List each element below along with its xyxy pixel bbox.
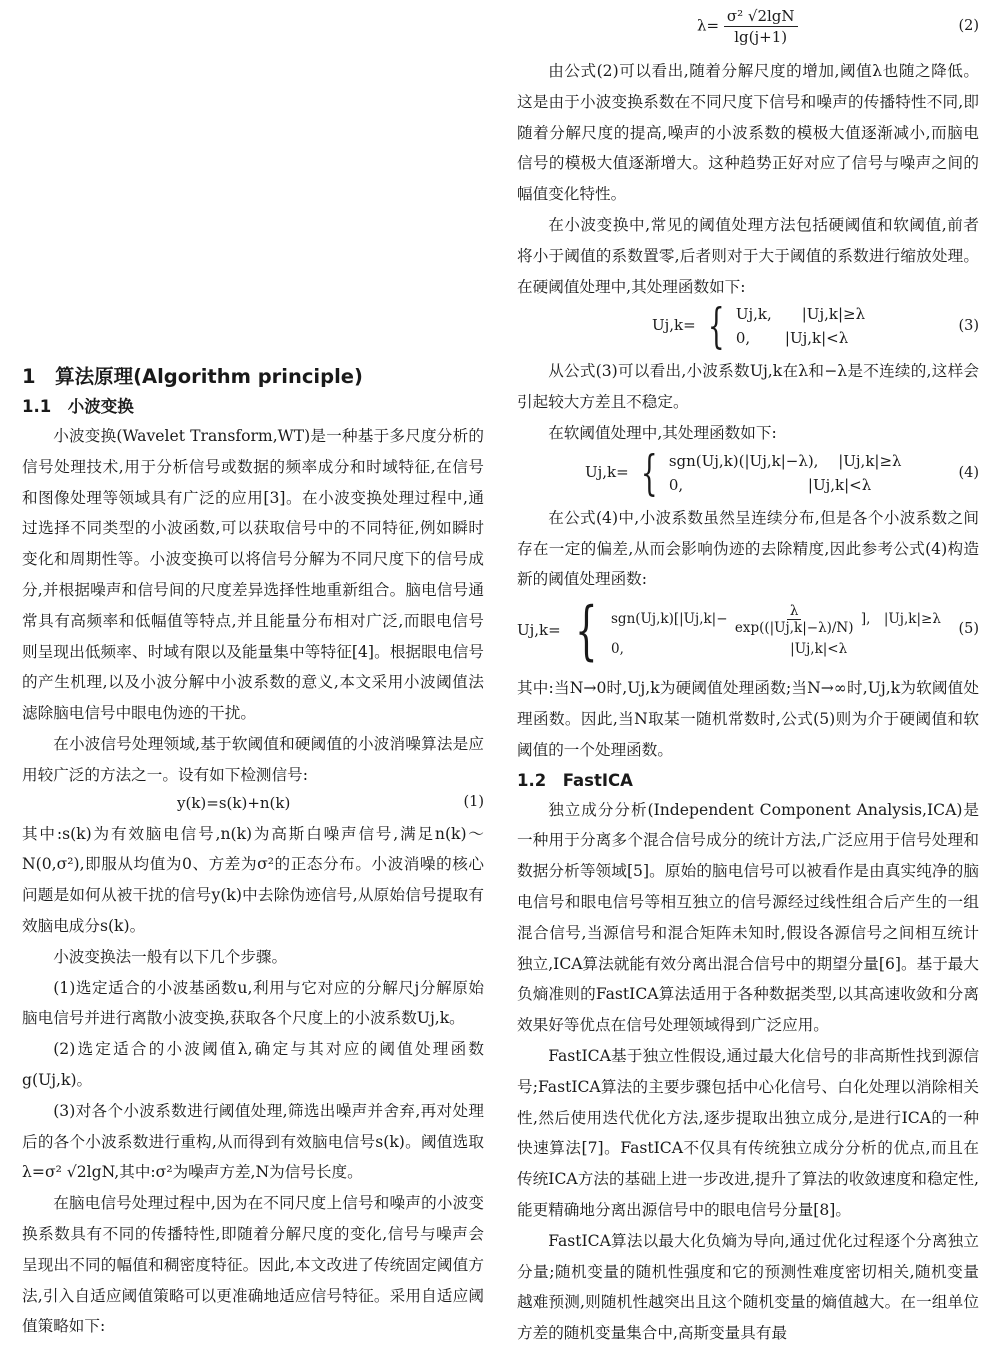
equation-5 (517, 595, 979, 673)
section-heading: 1 算法原理(Algorithm principle) (22, 365, 363, 388)
equation-3-case-2: 0, |Uj,k|<λ (735, 329, 849, 348)
paragraph-fastica-steps: FastICA基于独立性假设,通过最大化信号的非高斯性找到源信号;FastICA算法的主要步骤包括中心化信号、白化处理以消除相关性,然后使用迭代优化方法,逐步提取出独立成分,是进行ICA的一种快速算法[7]。FastICA不仅具有传统独立成分分析的优点,而且在传统ICA方法的基础上进一步改进,提升了算法的收敛速度和稳定性,能更精确地分离出源信号中的眼电信号分量[8]。 (517, 1046, 979, 1219)
paragraph-step-3: (3)对各个小波系数进行阈值处理,筛选出噪声并舍弃,再对处理后的各个小波系数进行重构,从而得到有效脑电信号s(k)。阈值选取λ=σ² √2lgN,其中:σ²为噪声方差,N为信号长度。 (22, 1101, 484, 1182)
equation-3-number: (3) (958, 318, 979, 335)
equation-5-brace: { (574, 594, 598, 669)
paragraph-ica-intro: 独立成分分析(Independent Component Analysis,ICA)是一种用于分离多个混合信号成分的统计方法,广泛应用于信号处理和数据分析等领域[5]。原始的脑电信号可以被看作是由真实纯净的脑电信号和眼电信号等相互独立的信号源经过线性组合后产生的一组混合信号,当源信号和混合矩阵未知时,假设各源信号之间相互统计独立,ICA算法就能有效分离出混合信号中的期望分量[6]。基于最大负熵准则的FastICA算法适用于各种数据类型,以其高速收敛和分离效果好等优点在信号处理领域得到广泛应用。 (517, 800, 979, 1035)
equation-5-lhs: Uj,k= (517, 621, 561, 640)
equation-2-denominator: lg(j+1) (734, 28, 788, 46)
equation-3-cases (736, 303, 865, 349)
equation-2-lhs: λ= (697, 16, 720, 35)
paragraph-step-2: (2)选定适合的小波阈值λ,确定与其对应的阈值处理函数g(Uj,k)。 (22, 1040, 484, 1089)
equation-4 (517, 444, 979, 503)
paragraph-threshold-methods: 在小波变换中,常见的阈值处理方法包括硬阈值和软阈值,前者将小于阈值的系数置零,后者则对于大于阈值的系数进行缩放处理。在硬阈值处理中,其处理函数如下: (517, 215, 979, 296)
paragraph-signal-def: 其中:s(k)为有效脑电信号,n(k)为高斯白噪声信号,满足n(k)～N(0,σ²),即服从均值为0、方差为σ²的正态分布。小波消噪的核心问题是如何从被干扰的信号y(k)中去除伪迹信号,从原始信号提取有效脑电成分s(k)。 (22, 824, 484, 935)
equation-3-body (652, 298, 866, 355)
equation-2-fraction (724, 6, 798, 47)
equation-4-body (585, 444, 902, 501)
paragraph-wavelet-intro: 小波变换(Wavelet Transform,WT)是一种基于多尺度分析的信号处理技术,用于分析信号或数据的频率成分和时域特征,在信号和图像处理等领域具有广泛的应用[3]。在小波变换处理过程中,通过选择不同类型的小波函数,可以获取信号中的不同特征,例如瞬时变化和周期性等。小波变换可以将信号分解为不同尺度下的信号成分,并根据噪声和信号间的尺度差异选择性地重新组合。脑电信号通常具有高频率和低幅值等特点,并且能量分布相对广泛,而眼电信号则呈现出低频率、时域有限以及能量集中等特征[4]。根据眼电信号的产生机理,以及小波分解中小波系数的意义,本文采用小波阈值法滤除脑电信号中眼电伪迹的干扰。 (22, 427, 484, 723)
paragraph-eq3-explain: 从公式(3)可以看出,小波系数Uj,k在λ和−λ是不连续的,这样会引起较大方差且不稳定。 (517, 362, 979, 412)
paragraph-soft-threshold: 在软阈值处理中,其处理函数如下: (548, 423, 777, 442)
left-column (22, 0, 484, 1342)
equation-3 (517, 298, 979, 356)
paragraph-eq5-explain: 其中:当N→0时,Uj,k为硬阈值处理函数;当N→∞时,Uj,k为软阈值处理函数。因此,当N取某一随机常数时,公式(5)则为介于硬阈值和软阈值的一个处理函数。 (517, 679, 979, 759)
equation-3-case-1: Uj,k, |Uj,k|≥λ (735, 305, 866, 324)
equation-5-fraction-num: λ (787, 603, 802, 620)
equation-1-number: (1) (463, 793, 484, 810)
equation-4-cases (669, 450, 902, 496)
equation-4-brace: { (640, 444, 658, 501)
equation-5-case-1-pre: sgn(Uj,k)[|Uj,k|− (611, 610, 728, 627)
paragraph-adaptive-threshold: 在脑电信号处理过程中,因为在不同尺度上信号和噪声的小波变换系数具有不同的传播特性,即随着分解尺度的变化,信号与噪声会呈现出不同的幅值和稠密度特征。因此,本文改进了传统固定阈值方法,引入自适应阈值策略可以更准确地适应信号特征。采用自适应阈值策略如下: (22, 1194, 484, 1336)
equation-2-numerator: σ² √2lgN (724, 6, 798, 27)
equation-2 (517, 0, 979, 56)
equation-5-body (517, 594, 941, 669)
paragraph-denoise: 在小波信号处理领域,基于软阈值和硬阈值的小波消噪算法是应用较广泛的方法之一。设有如下检测信号: (22, 734, 484, 784)
equation-4-case-1: sgn(Uj,k)(|Uj,k|−λ), |Uj,k|≥λ (668, 451, 902, 470)
equation-4-lhs: Uj,k= (585, 462, 629, 481)
equation-1-body: y(k)=s(k)+n(k) (177, 793, 291, 812)
right-column (517, 0, 979, 1349)
paragraph-step-1: (1)选定适合的小波基函数u,利用与它对应的分解尺j分解原始脑电信号并进行离散小波变换,获取各个尺度上的小波系数Uj,k。 (22, 978, 484, 1028)
equation-5-cases (611, 603, 941, 660)
paragraph-steps-intro: 小波变换法一般有以下几个步骤。 (53, 947, 288, 966)
equation-5-case-2: 0, |Uj,k|<λ (611, 640, 848, 657)
equation-3-lhs: Uj,k= (652, 316, 696, 335)
equation-5-case-1 (611, 603, 941, 636)
equation-1 (22, 791, 484, 819)
equation-5-fraction-den: exp((|Uj,k|−λ)/N) (734, 619, 854, 636)
paragraph-eq2-explain: 由公式(2)可以看出,随着分解尺度的增加,阈值λ也随之降低。这是由于小波变换系数在不同尺度下信号和噪声的传播特性不同,即随着分解尺度的提高,噪声的小波系数的模极大值逐渐减小,而脑电信号的模极大值逐渐增大。这种趋势正好对应了信号与噪声之间的幅值变化特性。 (517, 62, 979, 204)
equation-5-number: (5) (958, 621, 979, 638)
subsection-heading-1-1: 1.1 小波变换 (22, 397, 134, 416)
equation-5-case-1-post: ], |Uj,k|≥λ (860, 610, 941, 627)
equation-4-number: (4) (958, 464, 979, 481)
equation-4-case-2: 0, |Uj,k|<λ (668, 475, 872, 494)
paragraph-negentropy: FastICA算法以最大化负熵为导向,通过优化过程逐个分离独立分量;随机变量的随机性强度和它的预测性难度密切相关,随机变量越难预测,则随机性越突出且这个随机变量的熵值越大。在一组单位方差的随机变量集合中,高斯变量具有最 (517, 1231, 979, 1343)
equation-3-brace: { (707, 298, 725, 355)
top-blank (22, 0, 484, 362)
subsection-heading-1-2: 1.2 FastICA (517, 770, 633, 790)
equation-5-fraction (732, 603, 857, 636)
equation-2-body (697, 6, 798, 47)
paragraph-eq4-explain: 在公式(4)中,小波系数虽然呈连续分布,但是各个小波系数之间存在一定的偏差,从而会影响伪迹的去除精度,因此参考公式(4)构造新的阈值处理函数: (517, 508, 979, 589)
equation-2-number: (2) (958, 18, 979, 34)
